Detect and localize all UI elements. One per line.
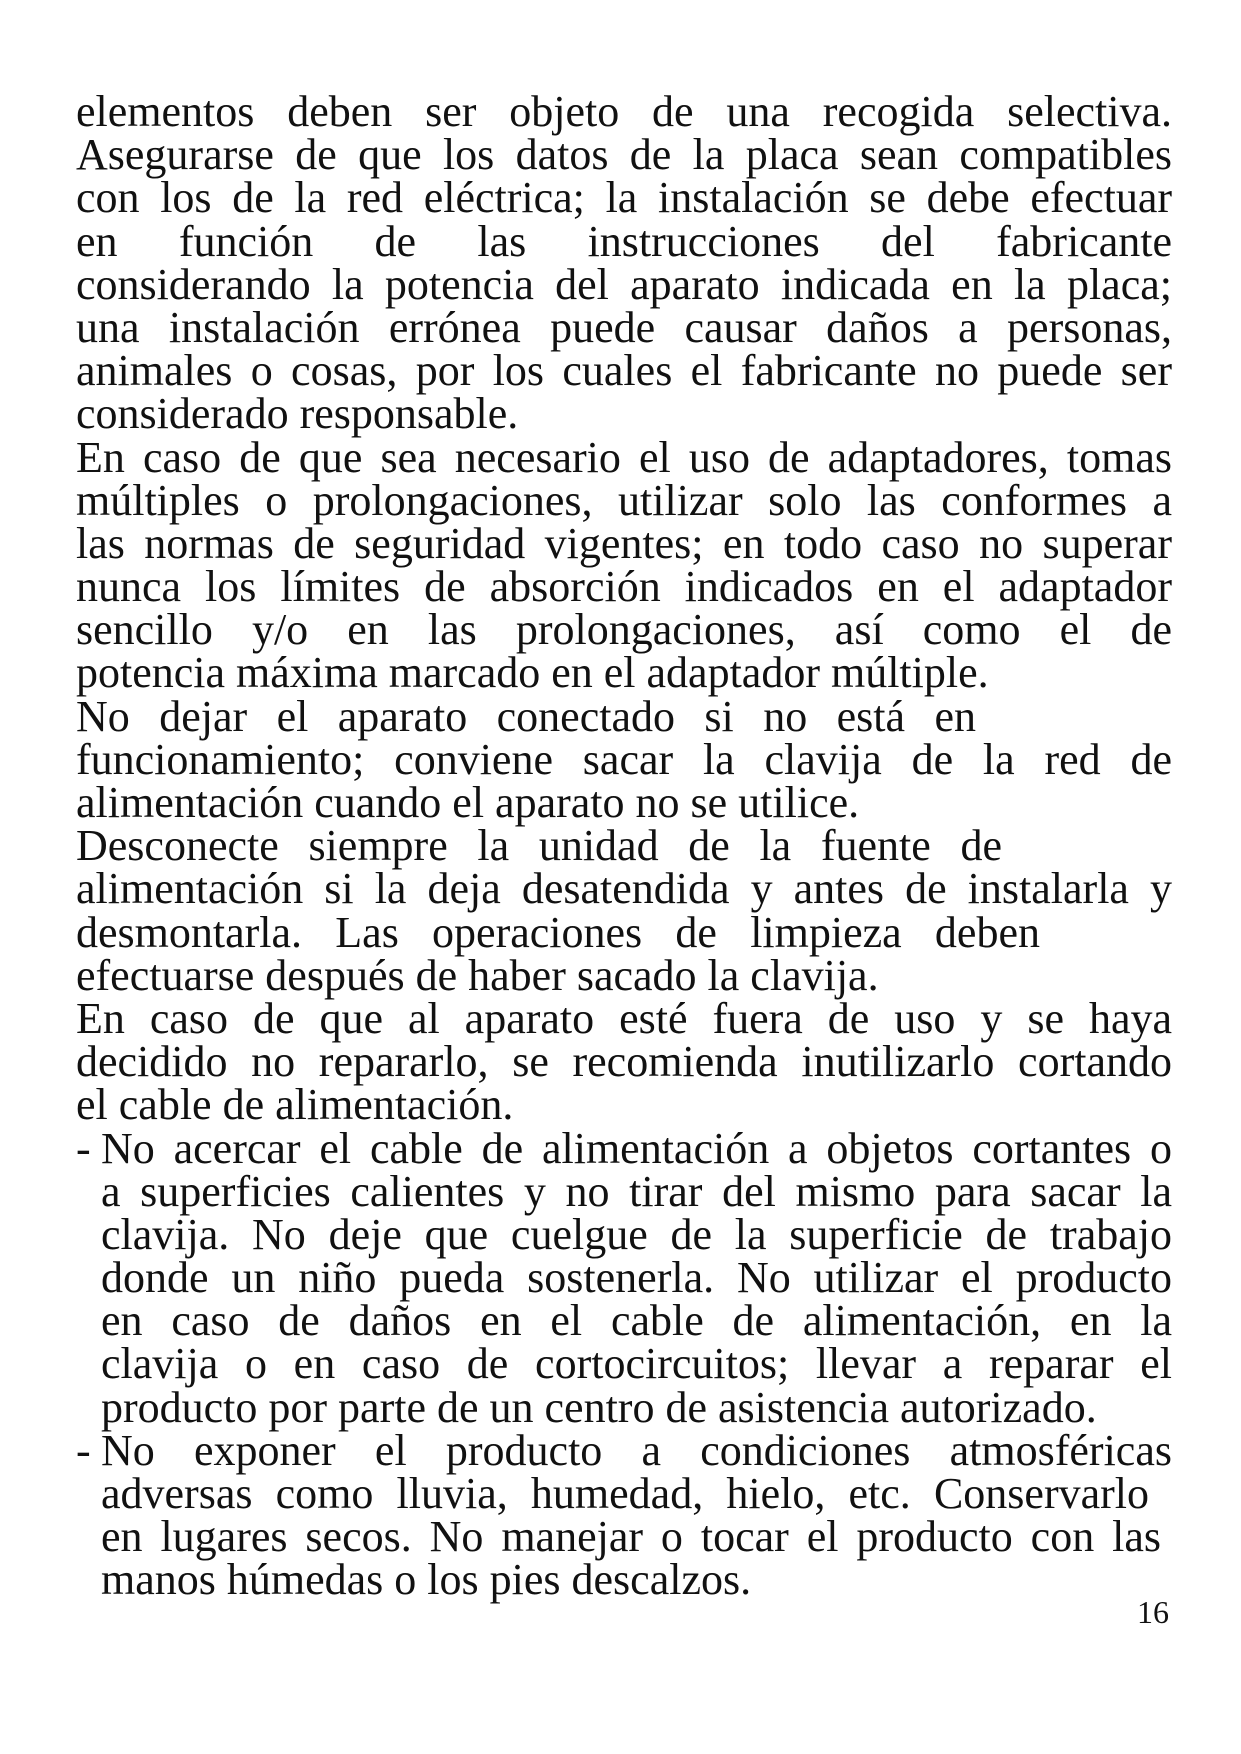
- page-number: 16: [1137, 1594, 1169, 1630]
- paragraph-disposal-installation: [76, 87, 1172, 439]
- text-line: en caso de daños en el cable de alimentación, en la: [101, 1296, 1172, 1346]
- text-line: potencia máxima marcado en el adaptador múltiple.: [76, 648, 989, 698]
- text-line: producto por parte de un centro de asistencia autorizado.: [101, 1382, 1097, 1432]
- paragraph-unplug-when-idle: [76, 691, 1172, 827]
- text-line: animales o cosas, por los cuales el fabricante no puede ser: [76, 346, 1172, 396]
- text-line: con los de la red eléctrica; la instalación se debe efectuar: [76, 173, 1172, 223]
- text-line: las normas de seguridad vigentes; en todo caso no superar: [76, 518, 1172, 568]
- text-line: adversas como lluvia, humedad, hielo, etc. Conservarlo: [101, 1469, 1149, 1518]
- text-line: alimentación si la deja desatendida y antes de instalarla y: [76, 864, 1172, 914]
- paragraph-out-of-use: [76, 993, 1172, 1130]
- paragraph-adapters: [76, 432, 1172, 698]
- text-line: sencillo y/o en las prolongaciones, así como el de: [76, 605, 1172, 655]
- text-line: elementos deben ser objeto de una recogida selectiva.: [76, 87, 1172, 136]
- text-line: a superficies calientes y no tirar del mismo para sacar la: [101, 1166, 1172, 1216]
- text-line: decidido no repararlo, se recomienda inutilizarlo cortando: [76, 1037, 1172, 1087]
- text-line: donde un niño pueda sostenerla. No utilizar el producto: [101, 1253, 1172, 1303]
- text-line: No exponer el producto a condiciones atmosféricas: [101, 1425, 1172, 1475]
- text-line: el cable de alimentación.: [76, 1080, 514, 1130]
- text-line: En caso de que sea necesario el uso de adaptadores, tomas: [76, 432, 1172, 482]
- text-line: considerando la potencia del aparato indicada en la placa;: [76, 259, 1172, 309]
- text-line: en lugares secos. No manejar o tocar el producto con las: [101, 1512, 1161, 1562]
- document-body: [76, 87, 1172, 1605]
- text-line: manos húmedas o los pies descalzos.: [101, 1555, 752, 1605]
- bullet-item-power-cable: [76, 1123, 1172, 1432]
- text-line: No acercar el cable de alimentación a objetos cortantes o: [101, 1123, 1172, 1173]
- text-line: No dejar el aparato conectado si no está en: [76, 691, 976, 741]
- text-line: En caso de que al aparato esté fuera de uso y se haya: [76, 993, 1172, 1043]
- text-line: una instalación errónea puede causar daños a personas,: [76, 302, 1172, 352]
- text-line: desmontarla. Las operaciones de limpieza deben: [76, 907, 1040, 957]
- text-line: alimentación cuando el aparato no se utilice.: [76, 778, 860, 827]
- text-line: Asegurarse de que los datos de la placa sean compatibles: [76, 130, 1172, 180]
- paragraph-disconnect-unit: [76, 821, 1172, 1000]
- text-line: Desconecte siempre la unidad de la fuente de: [76, 821, 1002, 871]
- text-line: efectuarse después de haber sacado la clavija.: [76, 950, 879, 1000]
- bullet-dash: -: [76, 1123, 91, 1173]
- text-line: múltiples o prolongaciones, utilizar solo las conformes a: [76, 475, 1172, 525]
- bullet-item-weather: [76, 1425, 1172, 1605]
- bullet-dash: -: [76, 1425, 91, 1475]
- text-line: considerado responsable.: [76, 389, 519, 439]
- text-line: clavija. No deje que cuelgue de la superficie de trabajo: [101, 1209, 1172, 1259]
- text-line: funcionamiento; conviene sacar la clavija de la red de: [76, 734, 1172, 784]
- text-line: en función de las instrucciones del fabricante: [76, 216, 1172, 266]
- text-line: nunca los límites de absorción indicados en el adaptador: [76, 562, 1172, 612]
- text-line: clavija o en caso de cortocircuitos; llevar a reparar el: [101, 1339, 1172, 1389]
